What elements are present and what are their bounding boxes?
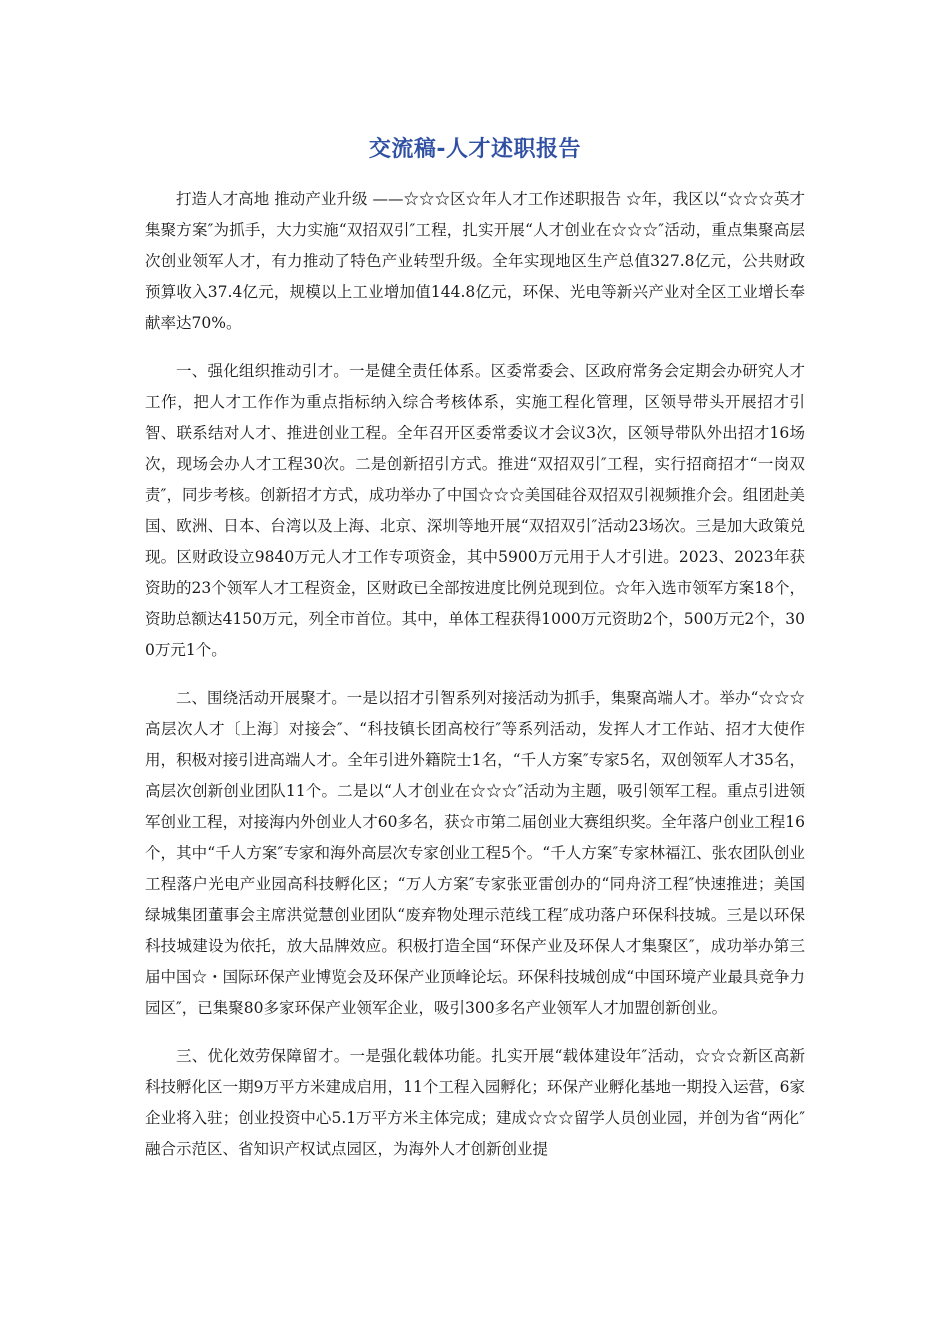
paragraph-section-1: 一、强化组织推动引才。一是健全责任体系。区委常委会、区政府常务会定期会办研究人才工作，把人才工作作为重点指标纳入综合考核体系，实施工程化管理，区领导带头开展招才引智、联系结对人才、推进创业工程。全年召开区委常委议才会议3次，区领导带队外出招才16场次，现场会办人才工程30次。二是创新招引方式。推进“双招双引″工程，实行招商招才“一岗双责″，同步考核。创新招才方式，成功举办了中国☆☆☆美国硅谷双招双引视频推介会。组团赴美国、欧洲、日本、台湾以及上海、北京、深圳等地开展“双招双引″活动23场次。三是加大政策兑现。区财政设立9840万元人才工作专项资金，其中5900万元用于人才引进。2023、2023年获资助的23个领军人才工程资金，区财政已全部按进度比例兑现到位。☆年入选市领军方案18个，资助总额达4150万元，列全市首位。其中，单体工程获得1000万元资助2个，500万元2个，300万元1个。: [145, 362, 805, 659]
document-title: 交流稿-人才述职报告: [368, 137, 582, 162]
paragraph-intro: 打造人才高地 推动产业升级 ——☆☆☆区☆年人才工作述职报告 ☆年，我区以“☆☆☆英才集聚方案″为抓手，大力实施“双招双引″工程，扎实开展“人才创业在☆☆☆″活动，重点集聚高层次创业领军人才，有力推动了特色产业转型升级。全年实现地区生产总值327.8亿元，公共财政预算收入37.4亿元，规模以上工业增加值144.8亿元，环保、光电等新兴产业对全区工业增长奉献率达70%。: [145, 190, 805, 332]
paragraph-section-2: 二、围绕活动开展聚才。一是以招才引智系列对接活动为抓手，集聚高端人才。举办“☆☆☆高层次人才〔上海〕对接会″、“科技镇长团高校行″等系列活动，发挥人才工作站、招才大使作用，积极对接引进高端人才。全年引进外籍院士1名，“千人方案″专家5名，双创领军人才35名，高层次创新创业团队11个。二是以“人才创业在☆☆☆″活动为主题，吸引领军工程。重点引进领军创业工程，对接海内外创业人才60多名，获☆市第二届创业大赛组织奖。全年落户创业工程16个，其中“千人方案″专家和海外高层次专家创业工程5个。“千人方案″专家林福江、张农团队创业工程落户光电产业园高科技孵化区；“万人方案″专家张亚雷创办的“同舟济工程″快速推进；美国绿城集团董事会主席洪觉慧创业团队“废弃物处理示范线工程″成功落户环保科技城。三是以环保科技城建设为依托，放大品牌效应。积极打造全国“环保产业及环保人才集聚区″，成功举办第三届中国☆・国际环保产业博览会及环保产业顶峰论坛。环保科技城创成“中国环境产业最具竞争力园区″，已集聚80多家环保产业领军企业，吸引300多名产业领军人才加盟创新创业。: [145, 689, 805, 1017]
document-page: [145, 128, 805, 1182]
paragraph-section-3: 三、优化效劳保障留才。一是强化载体功能。扎实开展“载体建设年″活动，☆☆☆新区高新科技孵化区一期9万平方米建成启用，11个工程入园孵化；环保产业孵化基地一期投入运营，6家企业将入驻；创业投资中心5.1万平方米主体完成；建成☆☆☆留学人员创业园，并创为省“两化″融合示范区、省知识产权试点园区，为海外人才创新创业提: [145, 1047, 805, 1158]
